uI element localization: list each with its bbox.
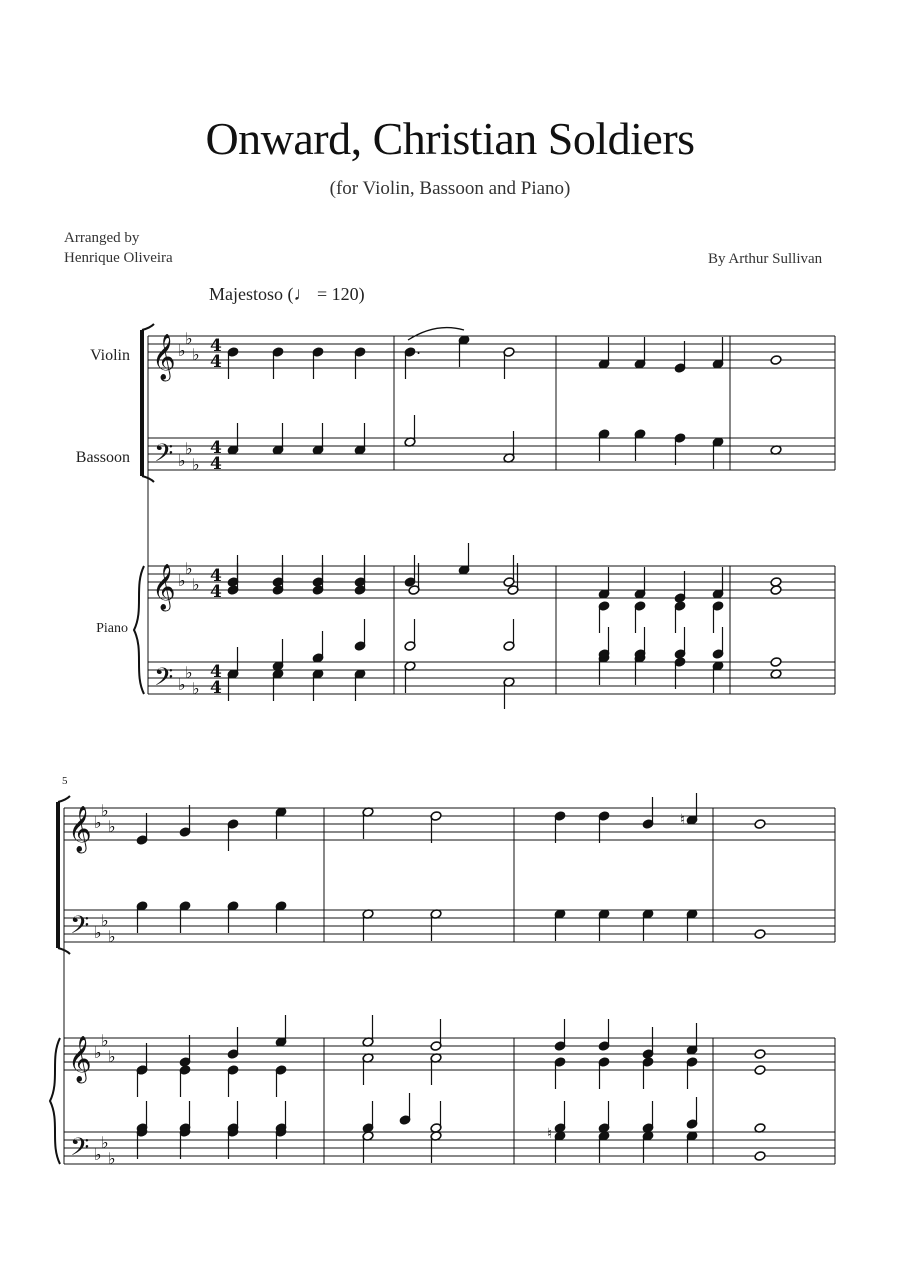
tempo-value: = 120	[317, 284, 359, 304]
flat-accidental: ♭	[178, 451, 186, 470]
flat-accidental: ♭	[178, 341, 186, 360]
instrument-label-piano: Piano	[96, 621, 128, 636]
flat-accidental: ♭	[94, 1043, 102, 1062]
flat-accidental: ♭	[192, 345, 200, 364]
flat-accidental: ♭	[108, 1149, 116, 1168]
composer-credit: By Arthur Sullivan	[708, 251, 823, 267]
flat-accidental: ♭	[192, 679, 200, 698]
bass-clef-icon: 𝄢	[154, 439, 174, 474]
time-signature-top: 4	[210, 566, 222, 586]
note-head	[754, 1151, 766, 1162]
tempo-word: Majestoso	[209, 284, 283, 304]
instrument-label-violin: Violin	[90, 347, 130, 364]
flat-accidental: ♭	[108, 927, 116, 946]
flat-accidental: ♭	[108, 1047, 116, 1066]
note-head	[754, 929, 766, 940]
bass-clef-icon: 𝄢	[70, 1133, 90, 1168]
quarter-note-icon: ♩	[293, 284, 313, 305]
flat-accidental: ♭	[101, 801, 109, 820]
treble-clef-icon: 𝄞	[68, 806, 92, 852]
note-head	[754, 1049, 766, 1060]
time-signature-bottom: 4	[210, 352, 222, 372]
flat-accidental: ♭	[185, 439, 193, 458]
flat-accidental: ♭	[185, 663, 193, 682]
treble-clef-icon: 𝄞	[152, 334, 176, 380]
dot: .	[416, 339, 422, 358]
note-head	[770, 657, 782, 668]
flat-accidental: ♭	[101, 1031, 109, 1050]
bass-clef-icon: 𝄢	[70, 911, 90, 946]
time-signature-top: 4	[210, 438, 222, 458]
flat-accidental: ♭	[94, 1145, 102, 1164]
time-signature-bottom: 4	[210, 678, 222, 698]
instrument-label-bassoon: Bassoon	[75, 449, 130, 466]
note-head	[770, 355, 782, 366]
flat-accidental: ♭	[101, 1133, 109, 1152]
natural-accidental: ♮	[547, 1126, 553, 1142]
arranger-label: Arranged by	[64, 230, 140, 246]
flat-accidental: ♭	[185, 559, 193, 578]
flat-accidental: ♭	[192, 455, 200, 474]
piano-brace	[50, 1038, 60, 1164]
score-title: Onward, Christian Soldiers	[205, 113, 695, 164]
bass-clef-icon: 𝄢	[154, 663, 174, 698]
treble-clef-icon: 𝄞	[68, 1036, 92, 1082]
time-signature-top: 4	[210, 336, 222, 356]
flat-accidental: ♭	[178, 675, 186, 694]
piano-brace	[134, 566, 144, 694]
tempo-marking: Majestoso (♩ = 120)	[209, 284, 365, 305]
bracket-hook	[142, 324, 154, 330]
time-signature-bottom: 4	[210, 454, 222, 474]
flat-accidental: ♭	[94, 923, 102, 942]
flat-accidental: ♭	[94, 813, 102, 832]
note-head	[770, 585, 782, 596]
flat-accidental: ♭	[108, 817, 116, 836]
note-head	[754, 819, 766, 830]
time-signature-bottom: 4	[210, 582, 222, 602]
bracket-hook	[58, 796, 70, 802]
arranger-name: Henrique Oliveira	[64, 250, 173, 266]
treble-clef-icon: 𝄞	[152, 564, 176, 610]
flat-accidental: ♭	[101, 911, 109, 930]
flat-accidental: ♭	[192, 575, 200, 594]
flat-accidental: ♭	[185, 329, 193, 348]
note-head	[754, 1065, 766, 1076]
natural-accidental: ♮	[680, 812, 686, 828]
time-signature-top: 4	[210, 662, 222, 682]
measure-number: 5	[62, 775, 68, 787]
flat-accidental: ♭	[178, 571, 186, 590]
score-subtitle: (for Violin, Bassoon and Piano)	[329, 178, 571, 199]
